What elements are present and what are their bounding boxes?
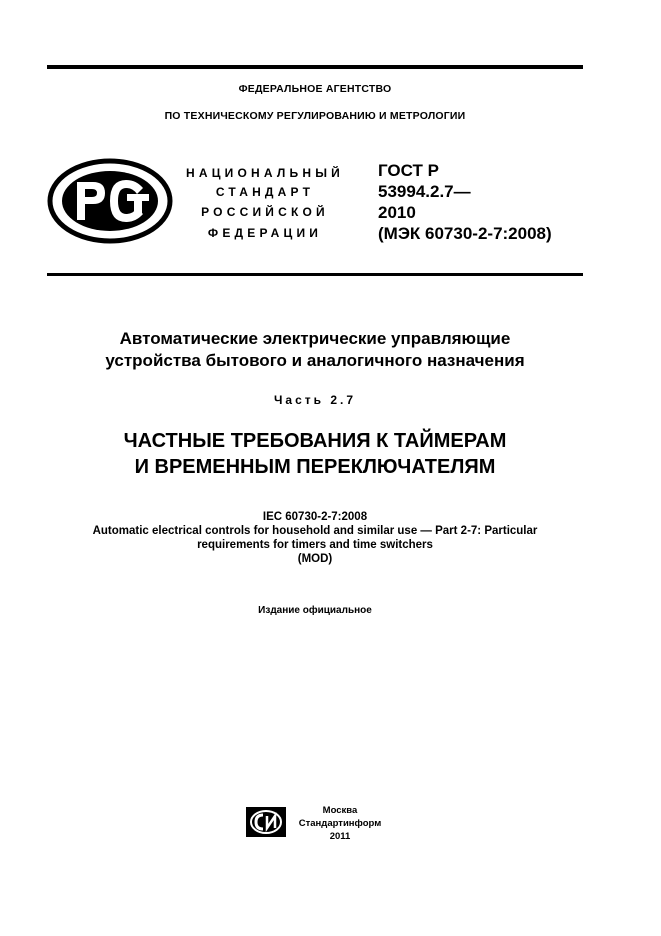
national-line-3: РОССИЙСКОЙ — [201, 205, 329, 219]
iec-title-line-2: requirements for timers and time switchers — [197, 539, 433, 551]
document-title — [47, 328, 583, 372]
iec-code: IEC 60730-2-7:2008 — [262, 511, 368, 523]
subtitle-line-2: И ВРЕМЕННЫМ ПЕРЕКЛЮЧАТЕЛЯМ — [134, 456, 496, 478]
gost-line-4: (МЭК 60730-2-7:2008) — [378, 224, 552, 243]
top-rule — [47, 65, 583, 69]
publisher-block — [292, 804, 388, 843]
national-line-2: СТАНДАРТ — [215, 185, 315, 199]
agency-line-2: ПО ТЕХНИЧЕСКОМУ РЕГУЛИРОВАНИЮ И МЕТРОЛОГИИ — [164, 110, 466, 122]
national-line-1: НАЦИОНАЛЬНЫЙ — [185, 166, 345, 180]
edition-label: Издание официальное — [258, 605, 372, 616]
title-line-2: устройства бытового и аналогичного назначения — [105, 351, 525, 370]
document-subtitle — [47, 428, 583, 480]
national-line-4: ФЕДЕРАЦИИ — [207, 226, 323, 240]
middle-rule — [47, 273, 583, 276]
iec-mod: (MOD) — [297, 553, 333, 565]
agency-line-1: ФЕДЕРАЛЬНОЕ АГЕНТСТВО — [238, 83, 392, 95]
publisher-year: 2011 — [329, 831, 351, 842]
gost-designation — [378, 160, 552, 244]
title-line-1: Автоматические электрические управляющие — [119, 329, 511, 348]
subtitle-line-1: ЧАСТНЫЕ ТРЕБОВАНИЯ К ТАЙМЕРАМ — [123, 430, 507, 452]
standartinform-logo-icon — [245, 806, 287, 838]
iec-reference — [47, 510, 583, 566]
gost-line-3: 2010 — [378, 203, 416, 222]
gost-r-logo-icon — [47, 158, 173, 244]
gost-line-2: 53994.2.7— — [378, 182, 471, 201]
publisher-city: Москва — [322, 805, 358, 816]
gost-line-1: ГОСТ Р — [378, 161, 439, 180]
iec-title-line-1: Automatic electrical controls for household and similar use — Part 2-7: Particular — [92, 525, 538, 537]
publisher-name: Стандартинформ — [298, 818, 382, 829]
part-label: Часть 2.7 — [273, 393, 357, 407]
